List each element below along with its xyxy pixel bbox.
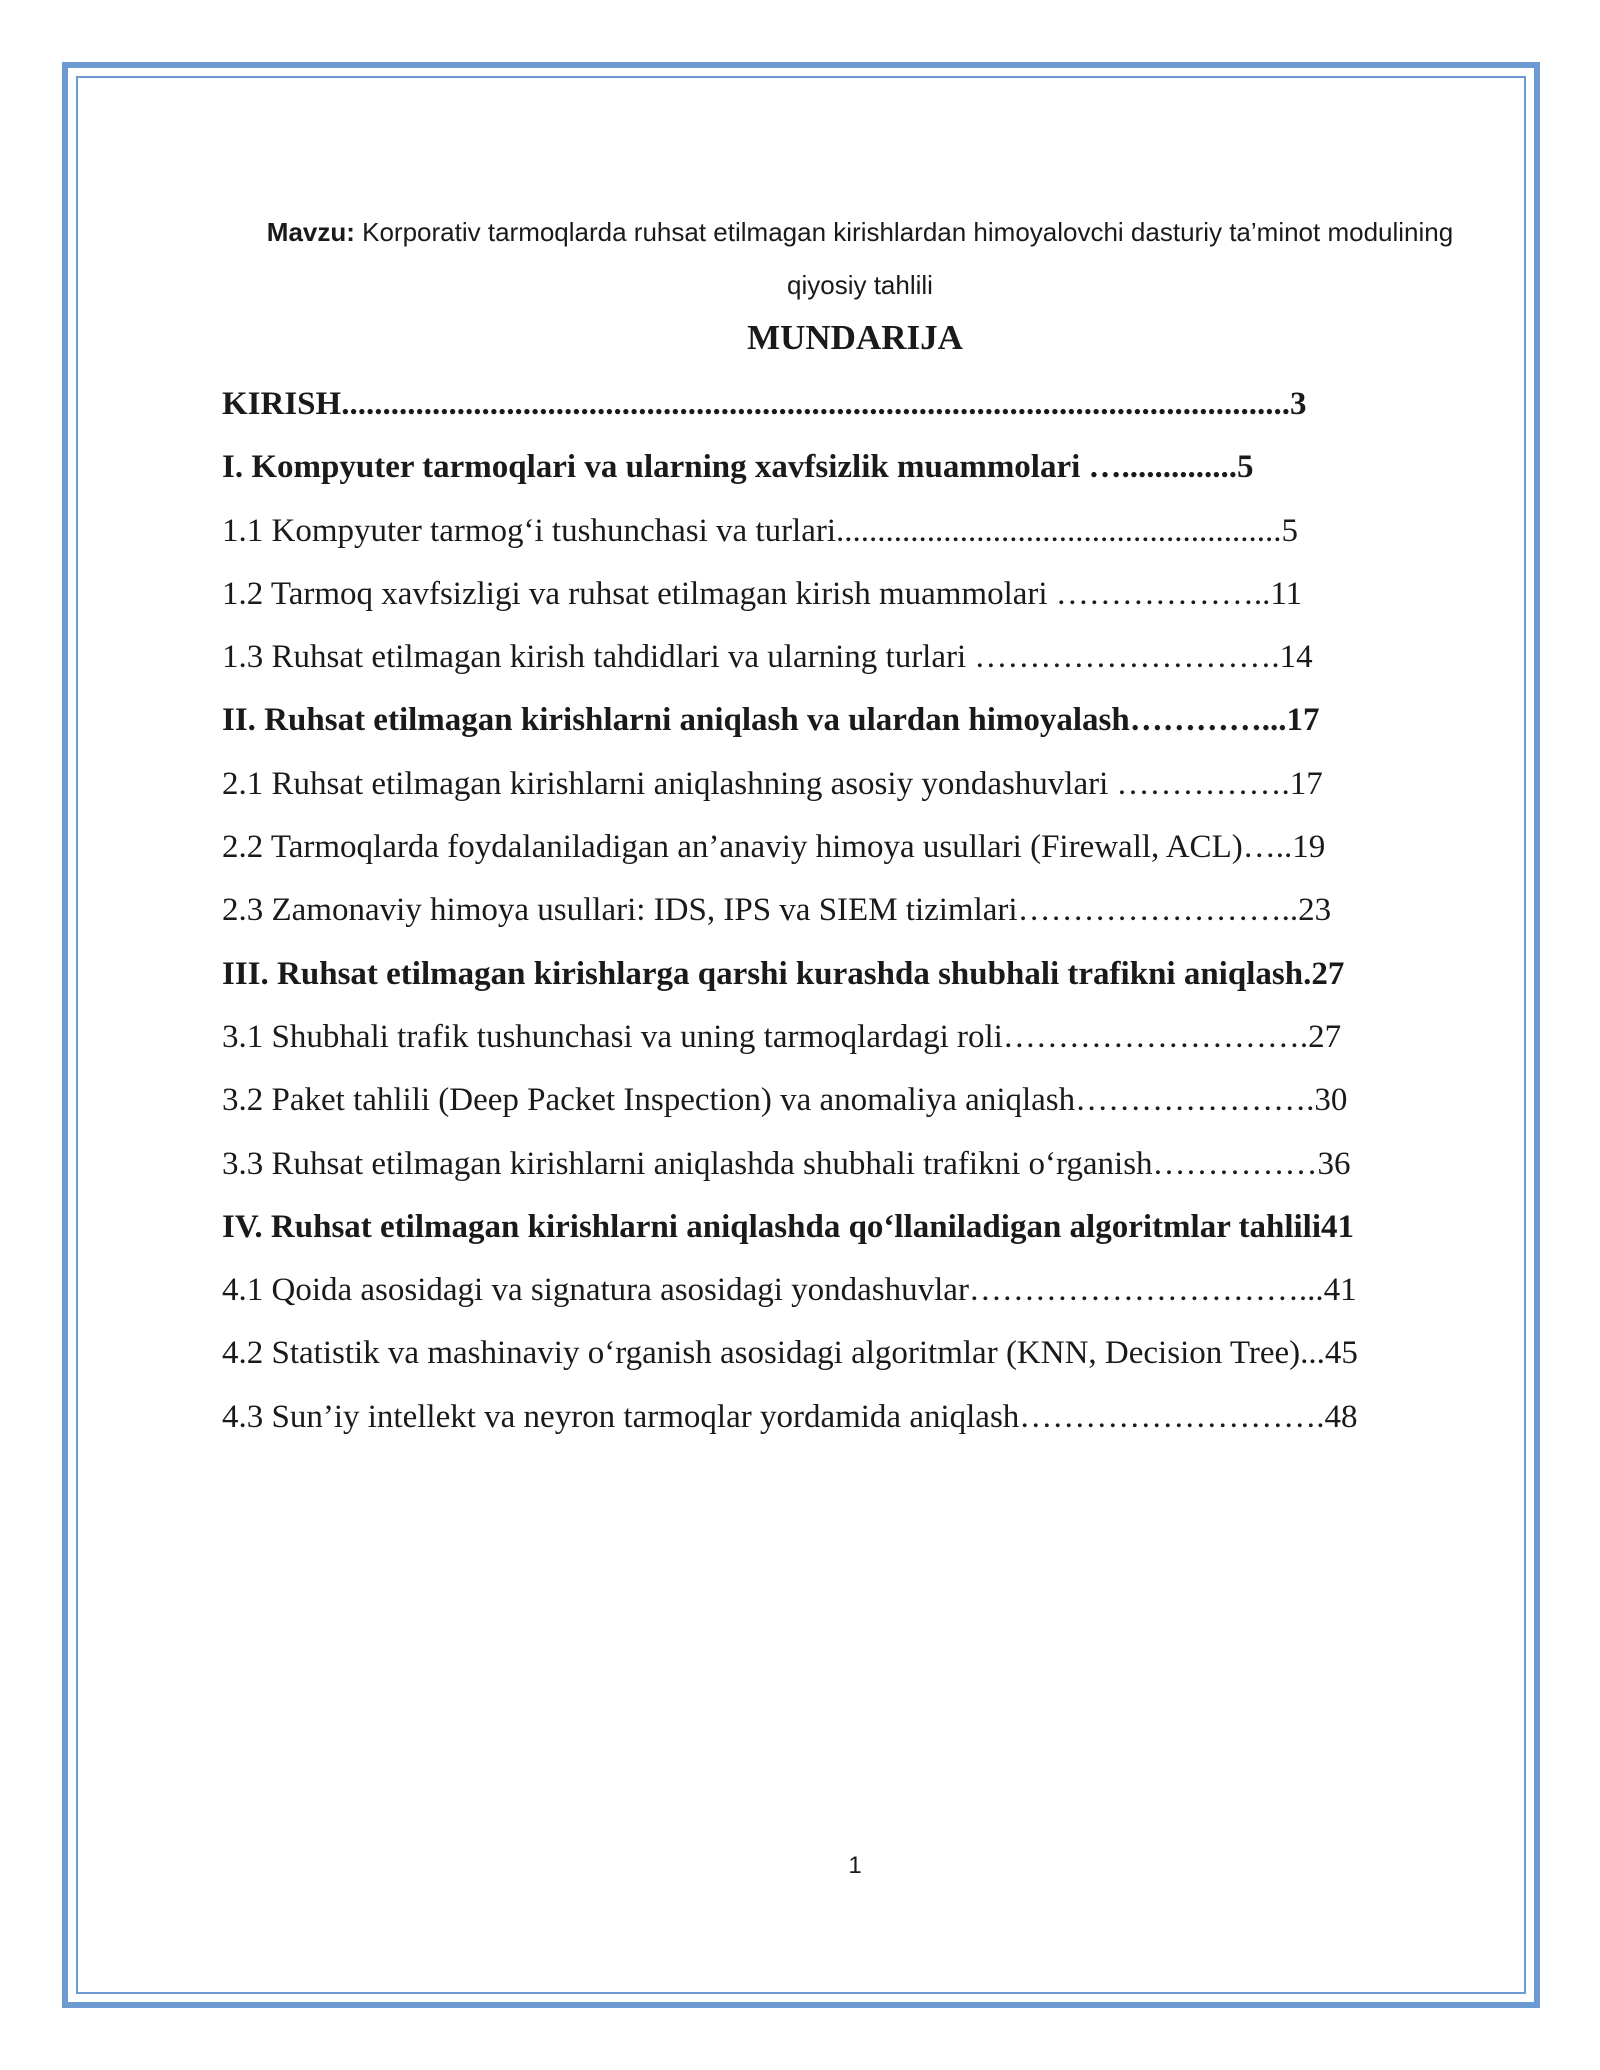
toc-chapter-entry: KIRISH...................................................................................................................3 xyxy=(222,386,1307,422)
toc-chapter-entry: II. Ruhsat etilmagan kirishlarni aniqlash va ulardan himoyalash…………...17 xyxy=(222,702,1320,739)
toc-chapter-entry: III. Ruhsat etilmagan kirishlarga qarshi kurashda shubhali trafikni aniqlash.27 xyxy=(222,955,1345,992)
toc-section-entry: 3.1 Shubhali trafik tushunchasi va uning tarmoqlardagi roli……………………….27 xyxy=(222,1018,1342,1055)
toc-section-entry: 3.3 Ruhsat etilmagan kirishlarni aniqlashda shubhali trafikni o‘rganish……………36 xyxy=(222,1145,1351,1182)
topic-title-part-2: qiyosiy tahlili xyxy=(787,270,933,300)
page-number: 1 xyxy=(848,1852,862,1879)
toc-heading: MUNDARIJA xyxy=(747,318,963,357)
topic-label: Mavzu: xyxy=(266,217,355,247)
toc-section-entry: 4.3 Sun’iy intellekt va neyron tarmoqlar yordamida aniqlash……………………….48 xyxy=(222,1398,1358,1435)
toc-section-entry: 3.2 Paket tahlili (Deep Packet Inspection) va anomaliya aniqlash………………….30 xyxy=(222,1082,1348,1119)
topic-title-part-1: Korporativ tarmoqlarda ruhsat etilmagan kirishlardan himoyalovchi dasturiy ta’minot modulining xyxy=(354,217,1454,247)
topic-line-1 xyxy=(160,206,1560,259)
toc-section-entry: 1.2 Tarmoq xavfsizligi va ruhsat etilmagan kirish muammolari ………………..11 xyxy=(222,575,1303,612)
topic-block xyxy=(160,206,1560,312)
table-of-contents xyxy=(222,378,1512,1454)
toc-section-entry: 2.3 Zamonaviy himoya usullari: IDS, IPS va SIEM tizimlari……………………..23 xyxy=(222,892,1332,929)
toc-section-entry: 4.1 Qoida asosidagi va signatura asosidagi yondashuvlar…………………………...41 xyxy=(222,1272,1357,1309)
toc-section-entry: 2.1 Ruhsat etilmagan kirishlarni aniqlashning asosiy yondashuvlari …………….17 xyxy=(222,765,1323,802)
toc-section-entry: 4.2 Statistik va mashinaviy o‘rganish asosidagi algoritmlar (KNN, Decision Tree)...45 xyxy=(222,1335,1358,1372)
toc-section-entry: 2.2 Tarmoqlarda foydalaniladigan an’anaviy himoya usullari (Firewall, ACL)…..19 xyxy=(222,829,1326,866)
toc-section-entry: 1.3 Ruhsat etilmagan kirish tahdidlari va ularning turlari ……………………….14 xyxy=(222,639,1313,676)
toc-chapter-entry: I. Kompyuter tarmoqlari va ularning xavfsizlik muammolari …..............5 xyxy=(222,449,1254,486)
toc-chapter-entry: IV. Ruhsat etilmagan kirishlarni aniqlashda qo‘llaniladigan algoritmlar tahlili41 xyxy=(222,1208,1355,1245)
toc-section-entry: 1.1 Kompyuter tarmog‘i tushunchasi va turlari......................................................5 xyxy=(222,512,1299,549)
